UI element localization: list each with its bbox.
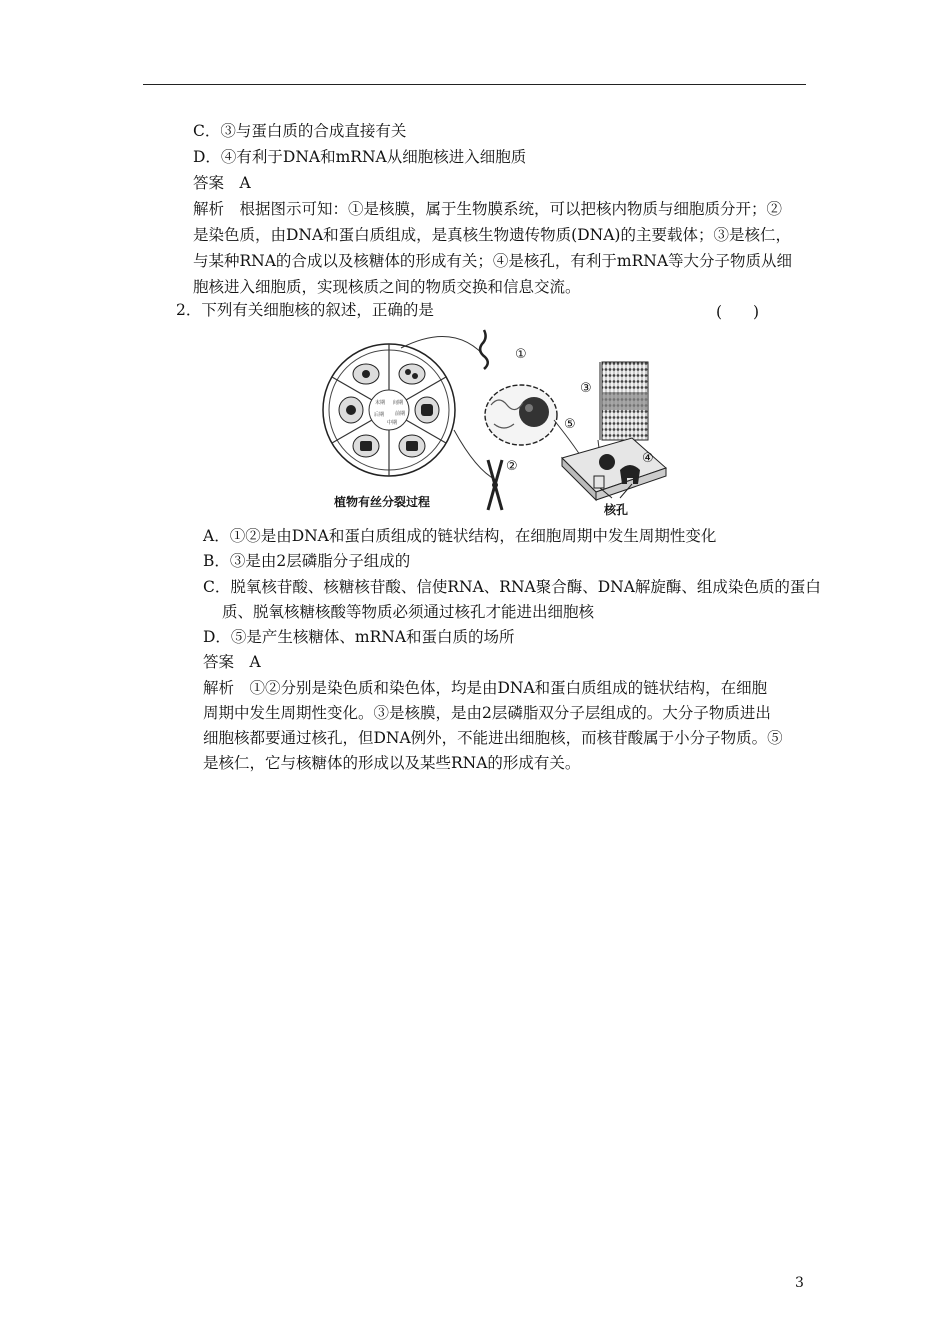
analysis-line: 胞核进入细胞质，实现核质之间的物质交换和信息交流。 <box>193 278 581 296</box>
option-c: C．③与蛋白质的合成直接有关 <box>193 122 407 140</box>
analysis-line: 解析 ①②分别是染色质和染色体，均是由DNA和蛋白质组成的链状结构，在细胞 <box>203 679 768 697</box>
marker-4: ④ <box>642 451 654 466</box>
answer: 答案 A <box>203 653 261 671</box>
option-a: A．①②是由DNA和蛋白质组成的链状结构，在细胞周期中发生周期性变化 <box>203 527 717 545</box>
header-rule <box>143 84 806 85</box>
option-b: B．③是由2层磷脂分子组成的 <box>203 552 411 570</box>
figure-caption-pore: 核孔 <box>604 503 629 517</box>
nuclear-pore-slab <box>562 438 666 500</box>
question-stem: 2．下列有关细胞核的叙述，正确的是 <box>176 301 434 319</box>
wheel-label: 间期 <box>392 400 404 406</box>
wheel-label: 后期 <box>373 412 385 418</box>
analysis-line: 是核仁，它与核糖体的形成以及某些RNA的形成有关。 <box>203 754 581 772</box>
analysis-line: 是染色质，由DNA和蛋白质组成，是真核生物遗传物质(DNA)的主要载体；③是核仁， <box>193 226 791 244</box>
option-d: D．⑤是产生核糖体、mRNA和蛋白质的场所 <box>203 628 515 646</box>
cell-nucleus-figure <box>316 320 672 520</box>
mitosis-wheel <box>323 344 455 476</box>
wheel-label: 前期 <box>394 411 406 417</box>
figure-caption-mitosis: 植物有丝分裂过程 <box>334 495 431 509</box>
analysis-line: 与某种RNA的合成以及核糖体的形成有关；④是核孔，有利于mRNA等大分子物质从细 <box>193 252 793 270</box>
option-c-continued: 质、脱氧核糖核酸等物质必须通过核孔才能进出细胞核 <box>222 603 595 621</box>
marker-5: ⑤ <box>564 417 576 432</box>
analysis-line: 细胞核都要通过核孔，但DNA例外，不能进出细胞核，而核苷酸属于小分子物质。⑤ <box>203 729 783 747</box>
answer: 答案 A <box>193 174 251 192</box>
analysis-line: 解析 根据图示可知：①是核膜，属于生物膜系统，可以把核内物质与细胞质分开；② <box>193 200 783 218</box>
marker-3: ③ <box>580 381 592 396</box>
page-number: 3 <box>795 1275 804 1291</box>
answer-paren: ( ) <box>716 303 760 321</box>
wheel-label: 末期 <box>374 400 386 406</box>
marker-2: ② <box>506 459 518 474</box>
option-c: C．脱氧核苷酸、核糖核苷酸、信使RNA、RNA聚合酶、DNA解旋酶、组成染色质的蛋白 <box>203 578 821 596</box>
option-d: D．④有利于DNA和mRNA从细胞核进入细胞质 <box>193 148 527 166</box>
analysis-line: 周期中发生周期性变化。③是核膜，是由2层磷脂双分子层组成的。大分子物质进出 <box>203 704 771 722</box>
marker-1: ① <box>515 347 527 362</box>
wheel-label: 中期 <box>386 420 398 426</box>
nucleus <box>485 385 557 445</box>
